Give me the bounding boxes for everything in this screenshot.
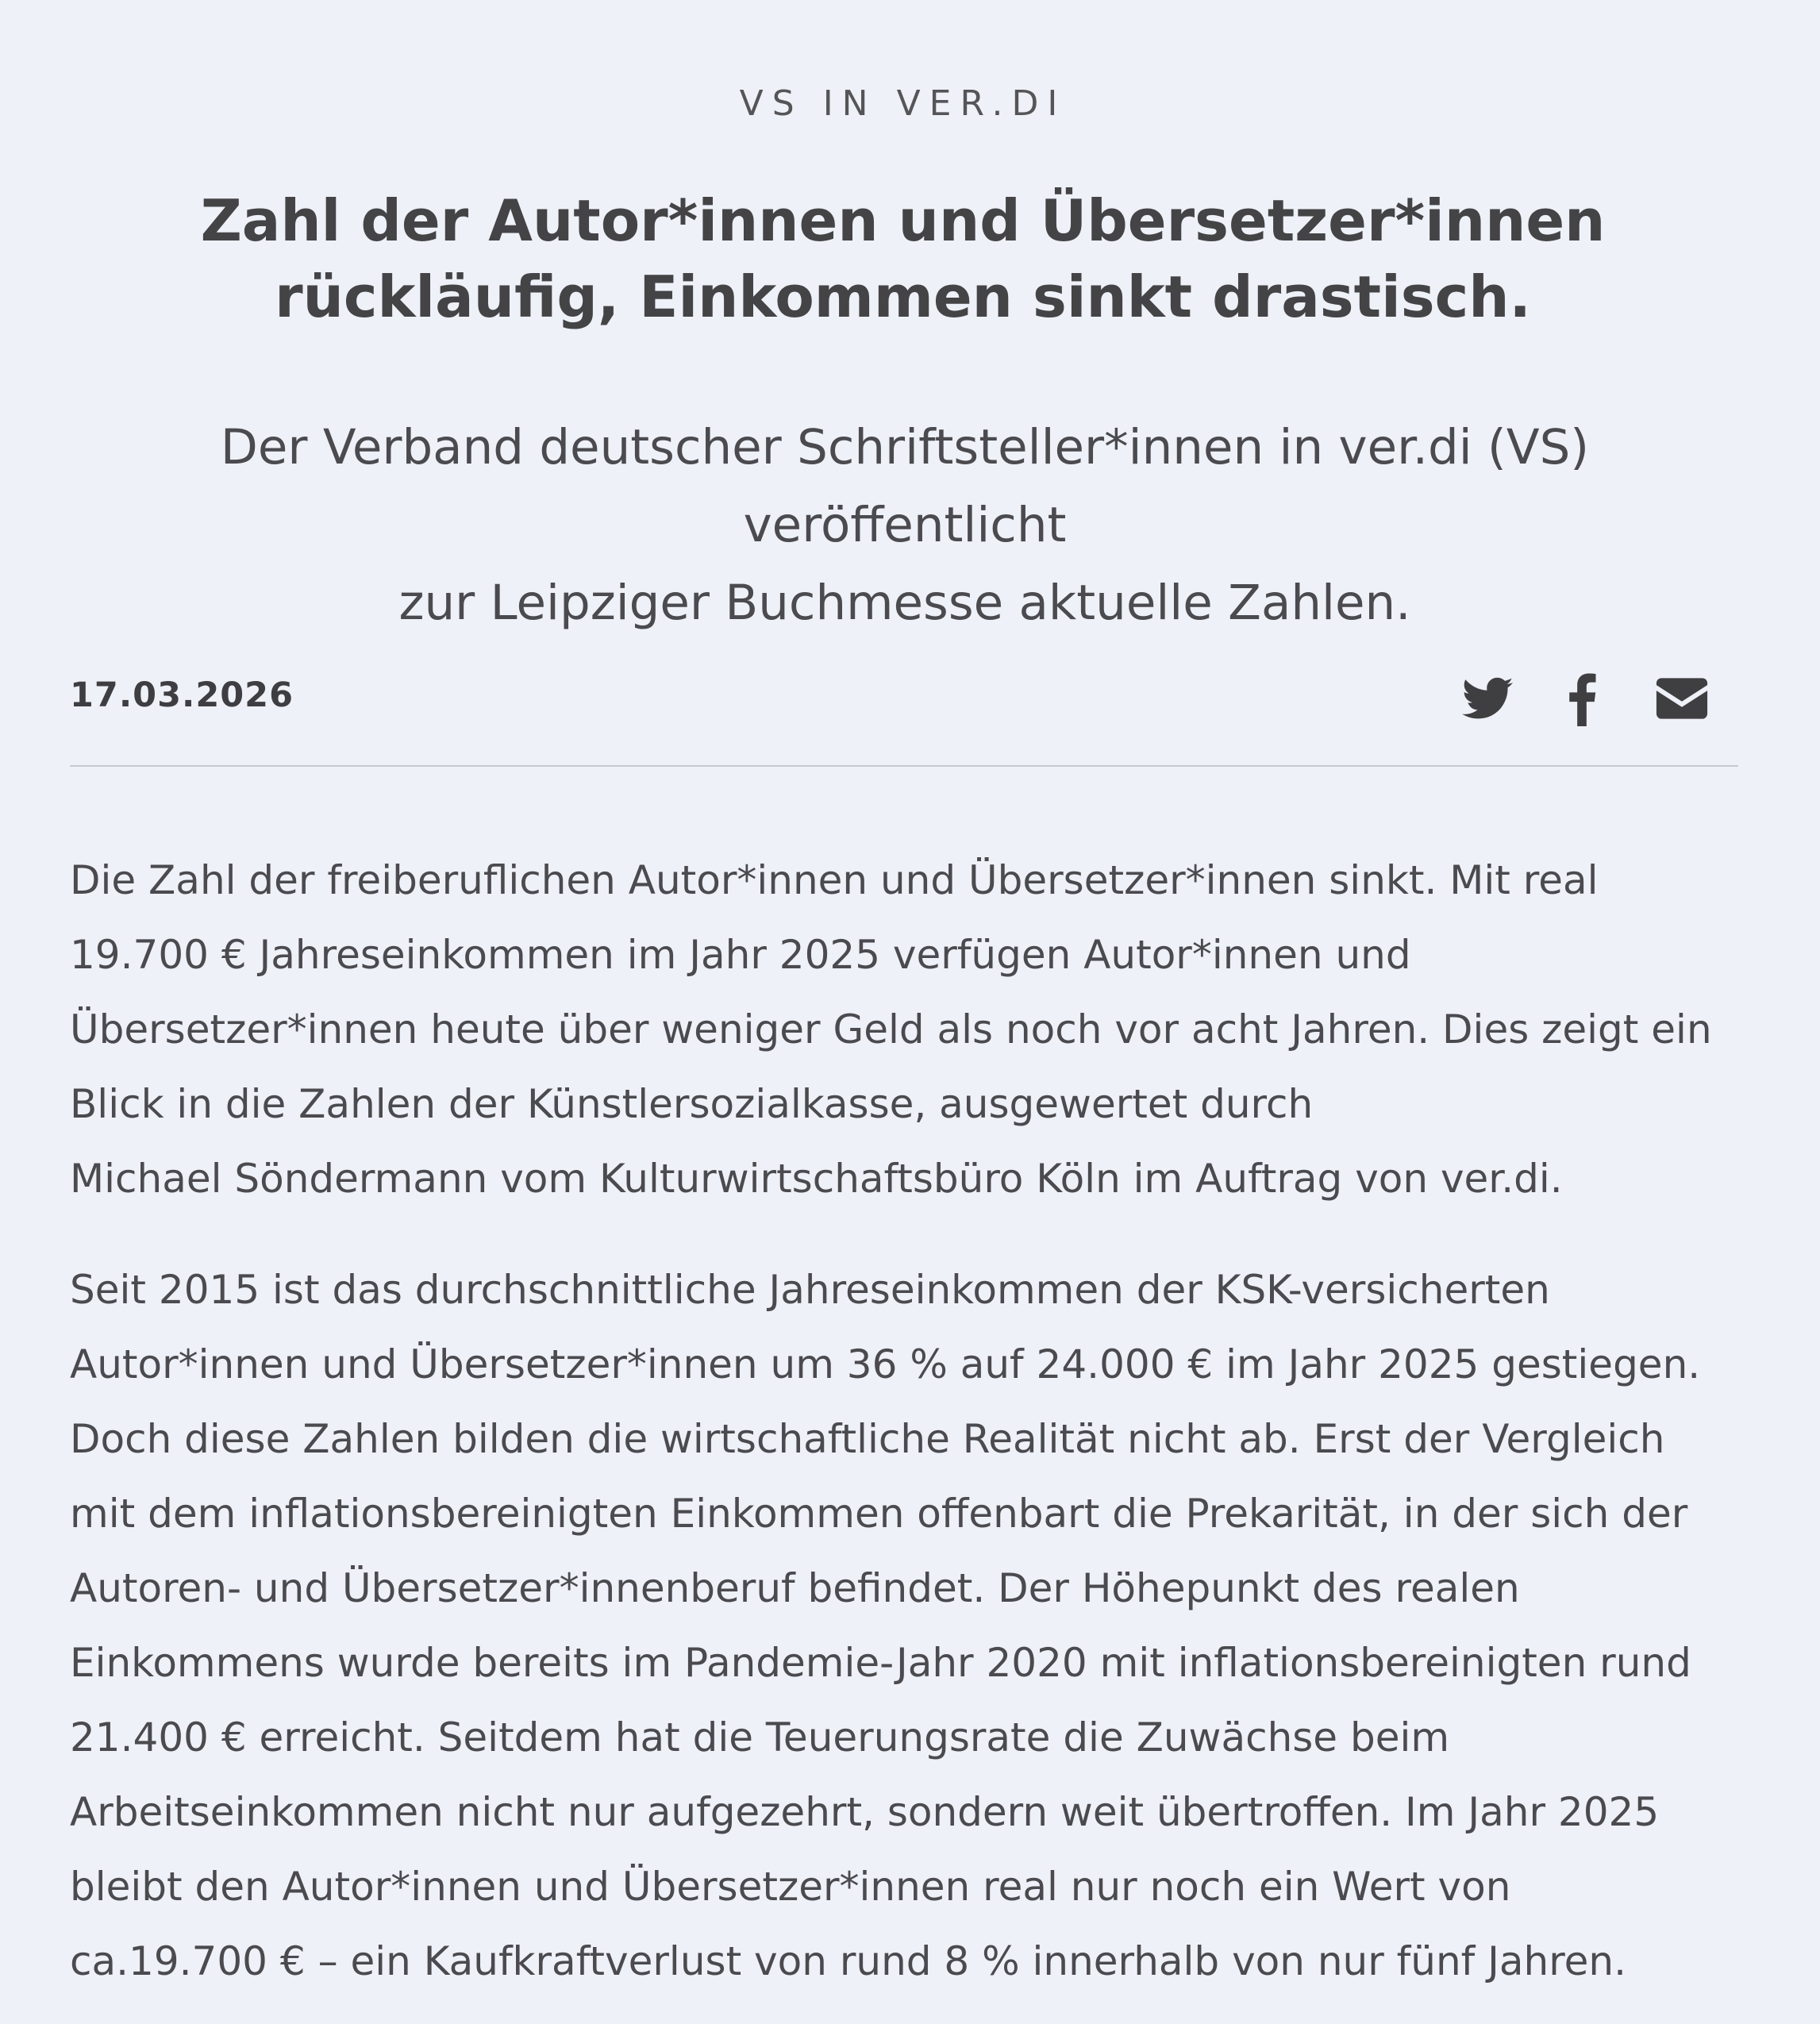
paragraph-1-line: 19.700 € Jahreseinkommen im Jahr 2025 verfügen Autor*innen und xyxy=(70,932,1411,978)
facebook-icon xyxy=(1554,671,1610,726)
paragraph-2-line: Autoren- und Übersetzer*innenberuf befindet. Der Höhepunkt des realen xyxy=(70,1565,1520,1611)
share-twitter-button[interactable] xyxy=(1459,671,1514,726)
article-paragraph-1 xyxy=(70,843,1776,1216)
mail-icon xyxy=(1654,671,1710,726)
share-facebook-button[interactable] xyxy=(1554,671,1610,726)
share-mail-button[interactable] xyxy=(1654,671,1710,726)
paragraph-2-line: bleibt den Autor*innen und Übersetzer*innen real nur noch ein Wert von xyxy=(70,1864,1511,1910)
paragraph-1-line: Michael Söndermann vom Kulturwirtschaftsbüro Köln im Auftrag von ver.di. xyxy=(70,1156,1563,1202)
meta-divider xyxy=(70,765,1738,767)
paragraph-2-line: 21.400 € erreicht. Seitdem hat die Teuerungsrate die Zuwächse beim xyxy=(70,1714,1450,1760)
headline-line-1: Zahl der Autor*innen und Übersetzer*innen xyxy=(200,187,1606,254)
paragraph-1-line: Blick in die Zahlen der Künstlersozialkasse, ausgewertet durch xyxy=(70,1081,1314,1127)
publish-date: 17.03.2026 xyxy=(70,675,294,715)
paragraph-1-line: Übersetzer*innen heute über weniger Geld als noch vor acht Jahren. Dies zeigt ein xyxy=(70,1006,1712,1052)
paragraph-1-line: Die Zahl der freiberuflichen Autor*innen und Übersetzer*innen sinkt. Mit real xyxy=(70,857,1599,903)
article-paragraph-2 xyxy=(70,1252,1776,1999)
paragraph-2-line: Doch diese Zahlen bilden die wirtschaftliche Realität nicht ab. Erst der Vergleich xyxy=(70,1416,1665,1462)
paragraph-2-line: Arbeitseinkommen nicht nur aufgezehrt, sondern weit übertroffen. Im Jahr 2025 xyxy=(70,1789,1660,1835)
paragraph-2-line: Seit 2015 ist das durchschnittliche Jahreseinkommen der KSK-versicherten xyxy=(70,1267,1550,1313)
paragraph-2-line: ca.19.700 € – ein Kaufkraftverlust von rund 8 % innerhalb von nur fünf Jahren. xyxy=(70,1938,1627,1984)
paragraph-2-line: mit dem inflationsbereinigten Einkommen offenbart die Prekarität, in der sich der xyxy=(70,1491,1688,1537)
subline-line-2: zur Leipziger Buchmesse aktuelle Zahlen. xyxy=(398,575,1411,631)
article-headline xyxy=(119,183,1687,335)
subline-line-1: Der Verband deutscher Schriftsteller*innen in ver.di (VS) veröffentlicht xyxy=(220,419,1590,553)
paragraph-2-line: Einkommens wurde bereits im Pandemie-Jahr 2020 mit inflationsbereinigten rund xyxy=(70,1640,1691,1686)
article-meta xyxy=(70,671,1738,734)
paragraph-2-line: Autor*innen und Übersetzer*innen um 36 % auf 24.000 € im Jahr 2025 gestiegen. xyxy=(70,1341,1701,1387)
section-kicker: VS IN VER.DI xyxy=(739,83,1067,124)
headline-line-2: rückläufig, Einkommen sinkt drastisch. xyxy=(275,264,1531,330)
article-subline xyxy=(60,409,1750,642)
twitter-icon xyxy=(1459,671,1514,726)
